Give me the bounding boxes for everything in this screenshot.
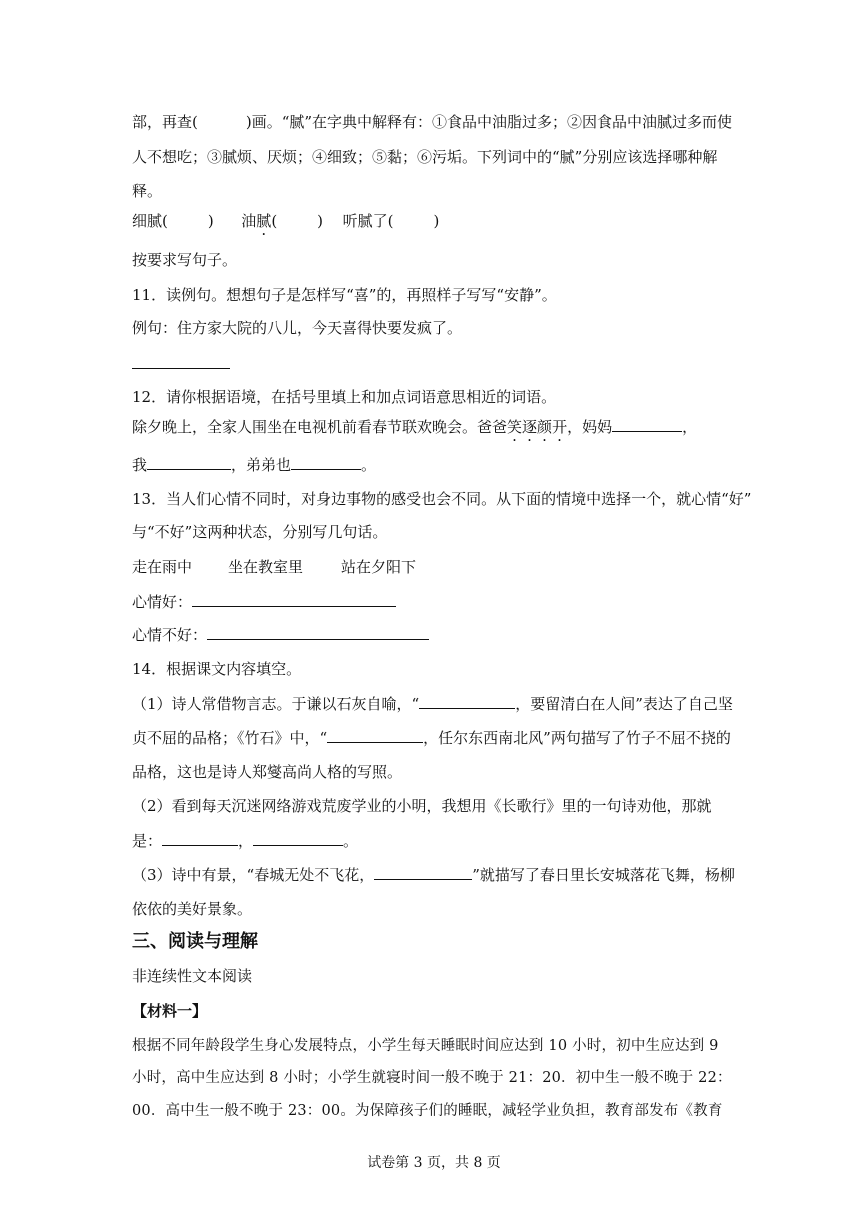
q14-p1-a: （1）诗人常借物言志。于谦以石灰自喻，“ (132, 695, 420, 713)
q14-p3-line-1 (132, 865, 735, 885)
q14-p1-line-2 (132, 728, 731, 748)
q10-line-3: 释。 (132, 182, 163, 200)
section-3-subtitle: 非连续性文本阅读 (132, 967, 253, 985)
sentence-section: 按要求写句子。 (132, 251, 238, 269)
material-1-line-2: 小时，高中生应达到 8 小时；小学生就寝时间一般不晚于 21：20．初中生一般不晚于 22： (132, 1070, 732, 1086)
bad-answer-line[interactable] (207, 625, 429, 640)
q14-blank-1[interactable] (419, 694, 515, 709)
q12-text-b: ，妈妈 (567, 418, 613, 436)
q12-text-f: 。 (361, 456, 377, 474)
q12-line-2 (132, 455, 376, 475)
q14-p1-line-1 (132, 694, 733, 714)
q13-good (132, 592, 396, 612)
material-1-heading: 【材料一】 (132, 1002, 208, 1020)
scene-2: 坐在教室里 (228, 558, 304, 576)
q14-p2-c: ， (238, 832, 254, 850)
q14-p3-line-2: 依依的美好景象。 (132, 900, 253, 918)
q14-p1-b: ，要留清白在人间”表达了自己坚 (515, 695, 733, 713)
q12-blank-3[interactable] (291, 455, 361, 470)
q14-p3-b: ”就描写了春日里长安城落花飞舞，杨柳 (472, 866, 735, 884)
dotted-char: 逐 (522, 418, 538, 436)
material-1-line-3: 00．高中生一般不晚于 23：00。为保障孩子们的睡眠，减轻学业负担，教育部发布《教育 (132, 1103, 723, 1119)
q12-blank-2[interactable] (147, 455, 231, 470)
q12-text-e: ，弟弟也 (231, 456, 292, 474)
q14-p2-line-1: （2）看到每天沉迷网络游戏荒废学业的小明，我想用《长歌行》里的一句诗劝他，那就 (132, 797, 712, 815)
q11-example: 例句：住方家大院的八儿，今天喜得快要发疯了。 (132, 319, 463, 337)
bad-label: 心情不好： (132, 626, 208, 644)
scene-3: 站在夕阳下 (341, 558, 417, 576)
material-1-line-1: 根据不同年龄段学生身心发展特点，小学生每天睡眠时间应达到 10 小时，初中生应达到 9 (132, 1038, 719, 1054)
dotted-char: 笑 (507, 418, 523, 436)
q14-blank-2[interactable] (327, 728, 423, 743)
q12-line-1 (132, 417, 697, 437)
q11-prompt: 11．读例句。想想句子是怎样写“喜”的，再照样子写写“安静”。 (132, 286, 557, 304)
q14-blank-4[interactable] (253, 831, 343, 846)
page-footer: 试卷第 3 页，共 8 页 (367, 1155, 501, 1171)
q12-text-a: 除夕晚上，全家人围坐在电视机前看春节联欢晚会。爸爸 (132, 418, 508, 436)
dotted-char: 开 (552, 418, 568, 436)
word-2-close: ) (317, 212, 324, 230)
q10-text-a: 部，再查( (132, 113, 198, 131)
word-1: 细腻( (132, 212, 168, 230)
q14-p2-d: 。 (343, 832, 359, 850)
q12-text-c: ， (682, 418, 698, 436)
q12-prompt: 12．请你根据语境，在括号里填上和加点词语意思相近的词语。 (132, 388, 557, 406)
q10-line-1 (132, 112, 732, 132)
q14-p2-line-2 (132, 831, 358, 851)
scene-1: 走在雨中 (132, 558, 193, 576)
q14-prompt: 14．根据课文内容填空。 (132, 660, 302, 678)
word-2-b: ( (271, 212, 278, 230)
q13-scenes (132, 557, 416, 577)
dotted-char: 颜 (537, 418, 553, 436)
q14-blank-5[interactable] (374, 865, 472, 880)
q12-text-d: 我 (132, 456, 148, 474)
q14-p1-line-3: 品格，这也是诗人郑燮高尚人格的写照。 (132, 763, 403, 781)
q10-words (132, 211, 439, 231)
good-label: 心情好： (132, 593, 193, 611)
word-2-dotted: 腻 (256, 212, 272, 230)
q13-line-1: 13．当人们心情不同时，对身边事物的感受也会不同。从下面的情境中选择一个，就心情“好” (132, 490, 752, 508)
q12-blank-1[interactable] (612, 417, 682, 432)
q10-text-b: )画。“腻”在字典中解释有：①食品中油脂过多；②因食品中油腻过多而使 (245, 113, 733, 131)
word-3-close: ) (433, 212, 440, 230)
word-3: 听腻了( (342, 212, 394, 230)
q14-blank-3[interactable] (162, 831, 238, 846)
q10-line-2: 人不想吃；③腻烦、厌烦；④细致；⑤黏；⑥污垢。下列词中的“腻”分别应该选择哪种解 (132, 148, 718, 166)
q13-bad (132, 625, 429, 645)
q14-p1-c: 贞不屈的品格；《竹石》中，“ (132, 729, 328, 747)
good-answer-line[interactable] (192, 592, 396, 607)
q11-answer-line[interactable] (132, 368, 230, 369)
q14-p1-d: ，任尔东西南北风”两句描写了竹子不屈不挠的 (423, 729, 731, 747)
q13-line-2: 与“不好”这两种状态，分别写几句话。 (132, 523, 388, 541)
word-2-a: 油 (241, 212, 257, 230)
q14-p3-a: （3）诗中有景，“春城无处不飞花， (132, 866, 375, 884)
word-1-close: ) (207, 212, 214, 230)
section-3-title: 三、阅读与理解 (132, 931, 258, 952)
q14-p2-b: 是： (132, 832, 163, 850)
